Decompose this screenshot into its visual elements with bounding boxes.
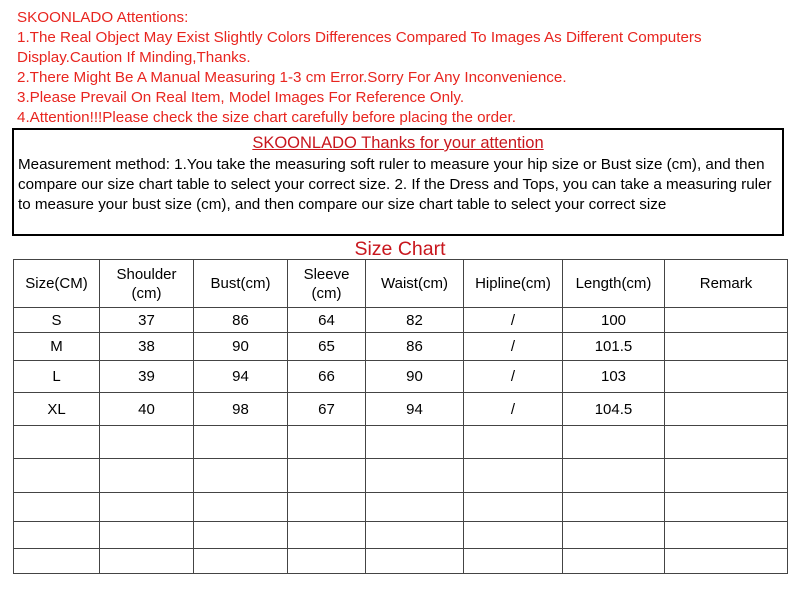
empty-cell	[100, 426, 194, 459]
column-header: Shoulder (cm)	[100, 260, 194, 308]
table-cell: /	[464, 333, 563, 361]
empty-cell	[288, 426, 366, 459]
empty-cell	[665, 522, 788, 549]
table-cell: M	[14, 333, 100, 361]
empty-cell	[194, 493, 288, 522]
thanks-title: SKOONLADO Thanks for your attention	[252, 134, 544, 152]
table-cell	[665, 393, 788, 426]
table-row	[14, 361, 788, 393]
empty-cell	[665, 549, 788, 574]
table-row	[14, 333, 788, 361]
table-cell: 82	[366, 308, 464, 333]
empty-cell	[194, 426, 288, 459]
empty-cell	[366, 493, 464, 522]
empty-table-row	[14, 522, 788, 549]
empty-cell	[14, 522, 100, 549]
empty-cell	[14, 549, 100, 574]
empty-cell	[464, 549, 563, 574]
empty-cell	[194, 459, 288, 493]
table-cell: 39	[100, 361, 194, 393]
empty-cell	[100, 549, 194, 574]
table-cell: S	[14, 308, 100, 333]
table-cell: 37	[100, 308, 194, 333]
table-cell: 90	[366, 361, 464, 393]
table-header-row	[14, 260, 788, 308]
table-cell: /	[464, 308, 563, 333]
table-cell: /	[464, 393, 563, 426]
empty-cell	[563, 426, 665, 459]
column-header: Hipline(cm)	[464, 260, 563, 308]
table-cell: 90	[194, 333, 288, 361]
empty-cell	[14, 426, 100, 459]
empty-cell	[366, 522, 464, 549]
empty-cell	[14, 493, 100, 522]
empty-cell	[100, 522, 194, 549]
size-chart-title: Size Chart	[354, 238, 446, 260]
empty-cell	[464, 426, 563, 459]
attention-line-3: 3.Please Prevail On Real Item, Model Images For Reference Only.	[17, 89, 465, 106]
column-header: Remark	[665, 260, 788, 308]
empty-cell	[194, 522, 288, 549]
empty-cell	[665, 459, 788, 493]
table-cell: 64	[288, 308, 366, 333]
table-cell: 101.5	[563, 333, 665, 361]
table-cell: L	[14, 361, 100, 393]
table-cell: 67	[288, 393, 366, 426]
attention-line-2: 2.There Might Be A Manual Measuring 1-3 cm Error.Sorry For Any Inconvenience.	[17, 69, 567, 86]
measurement-method-box	[12, 128, 784, 236]
empty-cell	[288, 493, 366, 522]
empty-cell	[14, 459, 100, 493]
empty-cell	[563, 549, 665, 574]
empty-cell	[366, 426, 464, 459]
empty-cell	[563, 522, 665, 549]
empty-cell	[464, 522, 563, 549]
empty-cell	[563, 459, 665, 493]
empty-cell	[288, 522, 366, 549]
empty-cell	[665, 493, 788, 522]
attention-notes	[17, 8, 797, 128]
table-row	[14, 308, 788, 333]
empty-cell	[464, 459, 563, 493]
table-cell	[665, 361, 788, 393]
table-cell: 40	[100, 393, 194, 426]
column-header: Bust(cm)	[194, 260, 288, 308]
table-row	[14, 393, 788, 426]
measurement-method-text: Measurement method: 1.You take the measuring soft ruler to measure your hip size or Bust size (cm), and then compare our size chart table to select your correct size. 2. If the Dress and Tops, you can take a measuring ruler to measure your bust size (cm), and then compare our size chart table to select your correct size	[18, 156, 772, 213]
size-chart-table	[13, 259, 788, 574]
empty-cell	[100, 493, 194, 522]
empty-table-row	[14, 426, 788, 459]
empty-table-row	[14, 549, 788, 574]
attention-heading: SKOONLADO Attentions:	[17, 9, 189, 26]
table-cell: 98	[194, 393, 288, 426]
table-cell: 100	[563, 308, 665, 333]
empty-table-row	[14, 459, 788, 493]
empty-cell	[288, 459, 366, 493]
empty-cell	[366, 459, 464, 493]
table-cell	[665, 333, 788, 361]
column-header: Waist(cm)	[366, 260, 464, 308]
empty-cell	[366, 549, 464, 574]
empty-cell	[464, 493, 563, 522]
table-cell	[665, 308, 788, 333]
empty-cell	[100, 459, 194, 493]
table-cell: 86	[366, 333, 464, 361]
table-cell: 104.5	[563, 393, 665, 426]
table-cell: 65	[288, 333, 366, 361]
table-cell: 94	[366, 393, 464, 426]
table-cell: 103	[563, 361, 665, 393]
table-cell: 38	[100, 333, 194, 361]
table-cell: /	[464, 361, 563, 393]
column-header: Size(CM)	[14, 260, 100, 308]
attention-line-4: 4.Attention!!!Please check the size chart carefully before placing the order.	[17, 109, 516, 126]
empty-cell	[563, 493, 665, 522]
empty-cell	[288, 549, 366, 574]
column-header: Length(cm)	[563, 260, 665, 308]
table-cell: 86	[194, 308, 288, 333]
table-cell: 66	[288, 361, 366, 393]
table-cell: 94	[194, 361, 288, 393]
column-header: Sleeve (cm)	[288, 260, 366, 308]
empty-cell	[665, 426, 788, 459]
empty-cell	[194, 549, 288, 574]
attention-line-1: 1.The Real Object May Exist Slightly Colors Differences Compared To Images As Different Computers Display.Caution If Minding,Thanks.	[17, 29, 702, 66]
empty-table-row	[14, 493, 788, 522]
table-cell: XL	[14, 393, 100, 426]
